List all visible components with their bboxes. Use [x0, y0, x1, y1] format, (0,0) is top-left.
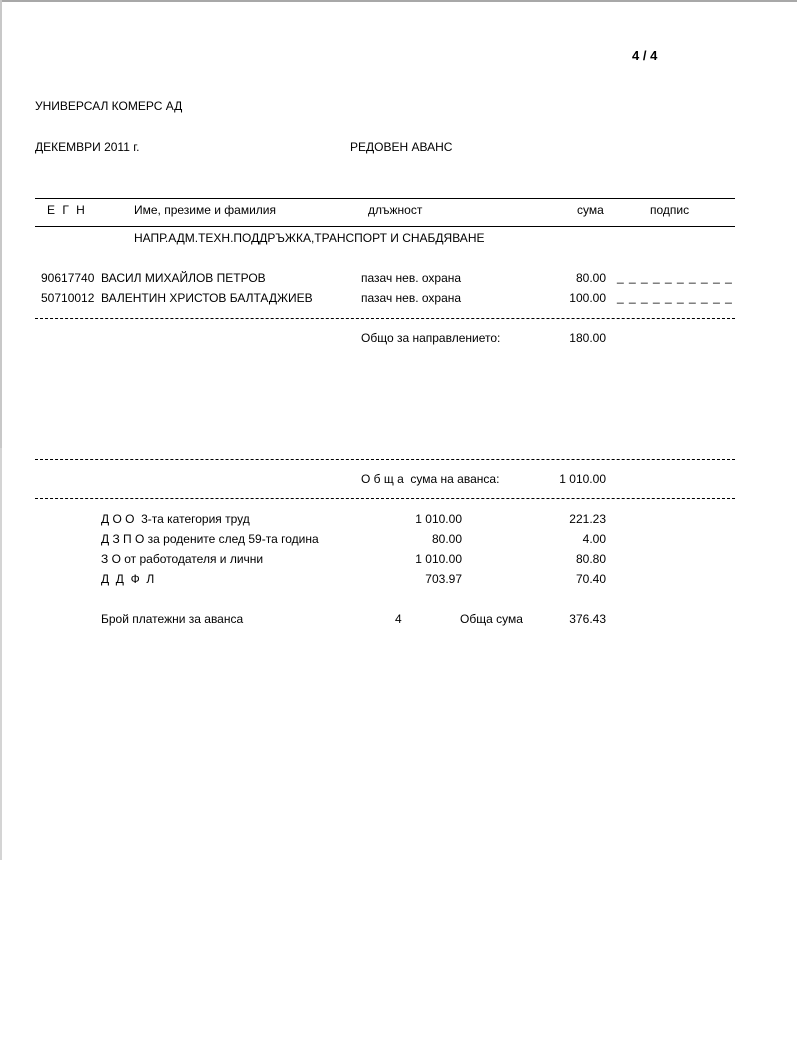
- page-top-border: [0, 0, 797, 2]
- employee-egn: 90617740: [41, 271, 95, 285]
- employee-egn: 50710012: [41, 291, 95, 305]
- dept-total-value: 180.00: [569, 331, 606, 345]
- contribution-amount: 80.80: [575, 552, 606, 566]
- company-name: УНИВЕРСАЛ КОМЕРС АД: [35, 99, 183, 113]
- column-header-name: Име, презиме и фамилия: [134, 203, 277, 217]
- document-type: РЕДОВЕН АВАНС: [350, 140, 453, 154]
- contribution-base: 703.97: [425, 572, 462, 586]
- page-left-border-lower: [0, 448, 2, 860]
- contribution-base: 1 010.00: [415, 512, 462, 526]
- department-name: НАПР.АДМ.ТЕХН.ПОДДРЪЖКА,ТРАНСПОРТ И СНАБДЯВАНЕ: [134, 231, 485, 245]
- grand-total-value: 1 010.00: [559, 472, 606, 486]
- column-header-position: длъжност: [368, 203, 423, 217]
- column-header-sum: сума: [577, 203, 604, 217]
- page-left-border: [0, 0, 2, 448]
- signature-line: _ _ _ _ _ _ _ _ _ _: [617, 270, 733, 284]
- employee-name: ВАСИЛ МИХАЙЛОВ ПЕТРОВ: [101, 271, 266, 285]
- contribution-label: Д О О 3-та категория труд: [101, 512, 250, 526]
- contribution-amount: 70.40: [575, 572, 606, 586]
- page-number: 4 / 4: [632, 48, 658, 63]
- signature-line: _ _ _ _ _ _ _ _ _ _: [617, 290, 733, 304]
- payments-total-label: Обща сума: [460, 612, 523, 626]
- column-header-egn: Е Г Н: [47, 203, 87, 217]
- header-bottom-rule: [35, 226, 735, 227]
- dept-total-label: Общо за направлението:: [361, 331, 501, 345]
- employee-position: пазач нев. охрана: [361, 291, 462, 305]
- contribution-base: 80.00: [431, 532, 462, 546]
- employee-position: пазач нев. охрана: [361, 271, 462, 285]
- payments-label: Брой платежни за аванса: [101, 612, 244, 626]
- dept-divider: [35, 318, 735, 319]
- payments-total: 376.43: [569, 612, 606, 626]
- header-top-rule: [35, 198, 735, 199]
- payments-count: 4: [395, 612, 402, 626]
- employee-name: ВАЛЕНТИН ХРИСТОВ БАЛТАДЖИЕВ: [101, 291, 313, 305]
- contribution-label: Д Д Ф Л: [101, 572, 155, 586]
- contribution-amount: 4.00: [582, 532, 606, 546]
- column-header-signature: подпис: [650, 203, 690, 217]
- grand-total-bottom-rule: [35, 498, 735, 499]
- contribution-label: Д З П О за родените след 59-та година: [101, 532, 319, 546]
- contribution-base: 1 010.00: [415, 552, 462, 566]
- employee-sum: 100.00: [569, 291, 606, 305]
- grand-total-label: О б щ а сума на аванса:: [361, 472, 500, 486]
- employee-sum: 80.00: [575, 271, 606, 285]
- period: ДЕКЕМВРИ 2011 г.: [35, 140, 140, 154]
- contribution-label: З О от работодателя и лични: [101, 552, 264, 566]
- grand-total-top-rule: [35, 459, 735, 460]
- contribution-amount: 221.23: [569, 512, 606, 526]
